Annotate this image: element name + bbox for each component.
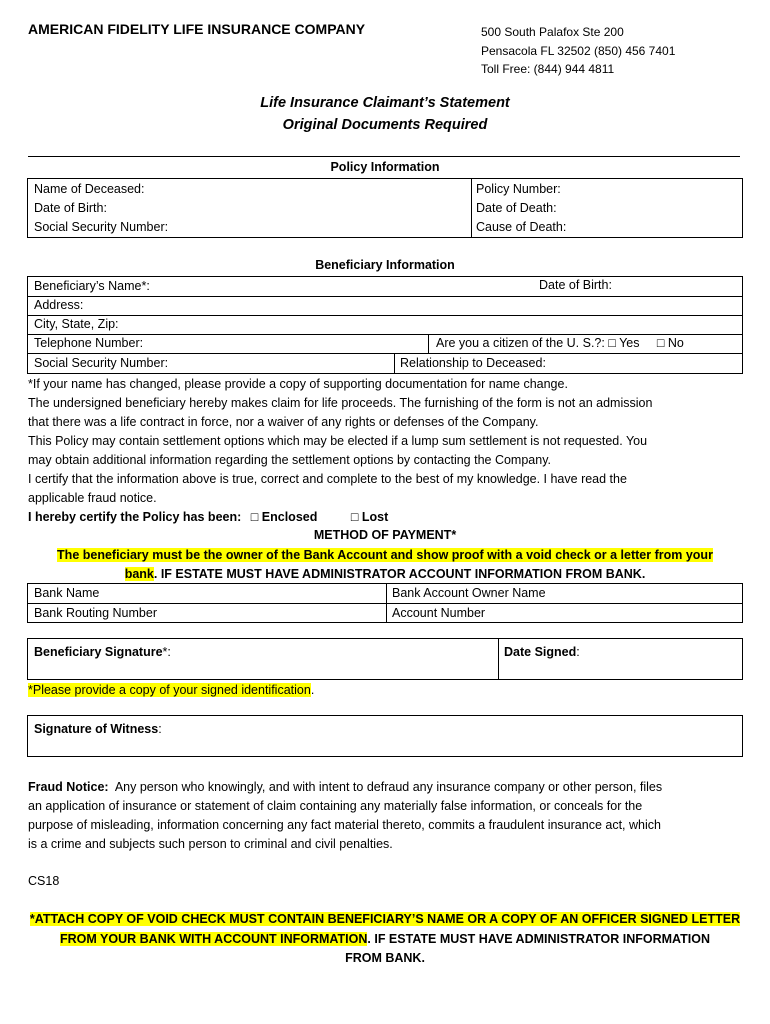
beneficiary-address-field[interactable]: Address: bbox=[34, 298, 84, 312]
date-of-death-field[interactable]: Date of Death: bbox=[476, 201, 557, 215]
witness-label-wrap bbox=[34, 722, 162, 736]
footer-highlight: FROM YOUR BANK WITH ACCOUNT INFORMATION bbox=[60, 931, 368, 946]
footer-line: *ATTACH COPY OF VOID CHECK MUST CONTAIN BENEFICIARY’S NAME OR A COPY OF AN OFFICER SIGNED LETTER bbox=[29, 912, 741, 926]
certify-line: I certify that the information above is true, correct and complete to the best of my knowledge. I have read the bbox=[28, 472, 627, 486]
payment-notice bbox=[0, 546, 770, 584]
settlement-line: may obtain additional information regarding the settlement options by contacting the Company. bbox=[28, 453, 551, 467]
fraud-line: an application of insurance or statement of claim containing any materially false information, or conceals for the bbox=[28, 799, 643, 813]
citizen-checkboxes[interactable]: Are you a citizen of the U. S.?: □ Yes □ No bbox=[436, 336, 684, 350]
bank-name-field[interactable]: Bank Name bbox=[34, 586, 100, 600]
enclosed-checkbox[interactable]: □ Enclosed bbox=[250, 510, 318, 524]
form-subtitle: Original Documents Required bbox=[282, 117, 488, 133]
name-change-note: *If your name has changed, please provide a copy of supporting documentation for name change. bbox=[28, 377, 568, 391]
bank-info-table bbox=[27, 583, 743, 623]
policy-status-row bbox=[28, 508, 740, 527]
fraud-line: purpose of misleading, information concerning any fact material thereto, commits a fraudulent insurance act, which bbox=[28, 818, 661, 832]
beneficiary-ssn-field[interactable]: Social Security Number: bbox=[34, 356, 169, 370]
beneficiary-signature-suffix: *: bbox=[162, 645, 171, 659]
divider bbox=[428, 334, 429, 353]
lost-checkbox[interactable]: □ Lost bbox=[350, 510, 389, 524]
date-signed-suffix: : bbox=[576, 645, 580, 659]
beneficiary-telephone-field[interactable]: Telephone Number: bbox=[34, 336, 144, 350]
policy-status-label: I hereby certify the Policy has been: bbox=[28, 510, 242, 524]
address-line-1: 500 South Palafox Ste 200 bbox=[481, 25, 624, 39]
divider bbox=[28, 315, 742, 316]
relationship-field[interactable]: Relationship to Deceased: bbox=[400, 356, 546, 370]
payment-notice-line: The beneficiary must be the owner of the Bank Account and show proof with a void check or a letter from your bbox=[57, 548, 713, 562]
settlement-line: This Policy may contain settlement options which may be elected if a lump sum settlement is not requested. You bbox=[28, 434, 648, 448]
title-divider bbox=[28, 156, 740, 157]
id-note bbox=[28, 683, 314, 697]
beneficiary-signature-label: Beneficiary Signature bbox=[34, 645, 163, 659]
certify-line: applicable fraud notice. bbox=[28, 491, 157, 505]
form-title: Life Insurance Claimant’s Statement bbox=[260, 95, 510, 111]
payment-notice-highlight: bank bbox=[124, 567, 154, 581]
beneficiary-info-heading: Beneficiary Information bbox=[315, 258, 455, 272]
account-number-field[interactable]: Account Number bbox=[392, 606, 486, 620]
fraud-line: is a crime and subjects such person to criminal and civil penalties. bbox=[28, 837, 393, 851]
divider bbox=[386, 584, 387, 622]
deceased-ssn-field[interactable]: Social Security Number: bbox=[34, 220, 169, 234]
divider bbox=[498, 639, 499, 679]
bank-routing-field[interactable]: Bank Routing Number bbox=[34, 606, 157, 620]
fraud-notice bbox=[28, 778, 740, 854]
form-code: CS18 bbox=[28, 874, 60, 888]
footer-line: FROM BANK. bbox=[345, 951, 425, 965]
divider bbox=[28, 603, 742, 604]
company-name: AMERICAN FIDELITY LIFE INSURANCE COMPANY bbox=[28, 21, 366, 37]
fraud-notice-label: Fraud Notice: bbox=[28, 780, 109, 794]
payment-notice-line: . IF ESTATE MUST HAVE ADMINISTRATOR ACCOUNT INFORMATION FROM BANK. bbox=[153, 567, 646, 581]
id-note-text: *Please provide a copy of your signed identification bbox=[28, 683, 311, 697]
divider bbox=[28, 353, 742, 354]
divider bbox=[28, 296, 742, 297]
deceased-dob-field[interactable]: Date of Birth: bbox=[34, 201, 107, 215]
divider bbox=[471, 179, 472, 237]
divider bbox=[394, 353, 395, 373]
witness-signature-field[interactable] bbox=[27, 715, 743, 757]
id-note-end: . bbox=[310, 683, 315, 697]
date-signed-label: Date Signed bbox=[504, 645, 577, 659]
date-signed-field[interactable] bbox=[504, 645, 580, 659]
beneficiary-name-field[interactable]: Beneficiary’s Name*: bbox=[34, 279, 150, 293]
claim-line: that there was a life contract in force, nor a waiver of any rights or defenses of the Company. bbox=[28, 415, 539, 429]
beneficiary-city-field[interactable]: City, State, Zip: bbox=[34, 317, 119, 331]
beneficiary-info-table bbox=[27, 276, 743, 374]
beneficiary-dob-field[interactable]: Date of Birth: bbox=[539, 278, 612, 292]
witness-suffix: : bbox=[158, 722, 162, 736]
account-owner-field[interactable]: Bank Account Owner Name bbox=[392, 586, 546, 600]
claim-line: The undersigned beneficiary hereby makes claim for life proceeds. The furnishing of the form is not an admission bbox=[28, 396, 653, 410]
policy-number-field[interactable]: Policy Number: bbox=[476, 182, 561, 196]
beneficiary-signature-field[interactable] bbox=[34, 645, 171, 659]
divider bbox=[28, 334, 742, 335]
footer-line: . IF ESTATE MUST HAVE ADMINISTRATOR INFORMATION bbox=[367, 931, 710, 946]
claim-text bbox=[28, 375, 740, 527]
policy-info-table bbox=[27, 178, 743, 238]
cause-of-death-field[interactable]: Cause of Death: bbox=[476, 220, 567, 234]
signature-table bbox=[27, 638, 743, 680]
witness-label: Signature of Witness bbox=[34, 722, 159, 736]
address-line-3: Toll Free: (844) 944 4811 bbox=[481, 62, 615, 76]
name-of-deceased-field[interactable]: Name of Deceased: bbox=[34, 182, 145, 196]
policy-info-heading: Policy Information bbox=[330, 160, 440, 174]
fraud-line: Any person who knowingly, and with intent to defraud any insurance company or other person, files bbox=[114, 780, 663, 794]
payment-heading: METHOD OF PAYMENT* bbox=[313, 528, 457, 542]
address-line-2: Pensacola FL 32502 (850) 456 7401 bbox=[481, 43, 676, 58]
footer-notice bbox=[0, 910, 770, 969]
company-address bbox=[481, 23, 675, 79]
